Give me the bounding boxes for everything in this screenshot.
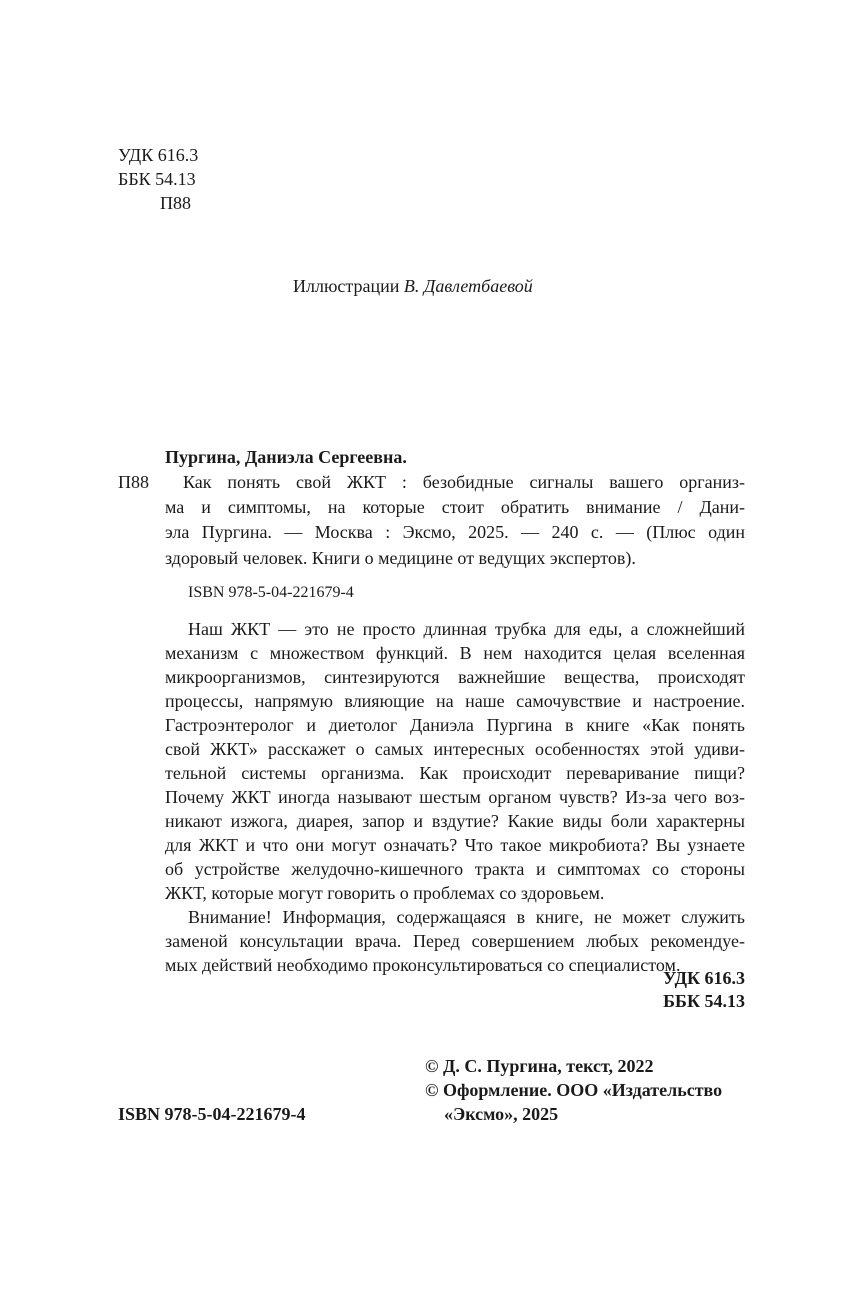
footer-bbk: ББК 54.13: [663, 991, 745, 1011]
bbk-code: ББК 54.13: [118, 169, 196, 189]
record-title-line: здоровый человек. Книги о медицине от ведущих экспертов).: [165, 548, 636, 568]
copyright-design: © Оформление. ООО «Издательство: [425, 1080, 723, 1100]
record-title-line: эла Пургина. — Москва : Эксмо, 2025. — 240 с. — (Плюс один: [165, 522, 745, 542]
footer-isbn: ISBN 978-5-04-221679-4: [118, 1104, 306, 1124]
illustrations-credit: [293, 274, 533, 298]
copyright-author: © Д. С. Пургина, текст, 2022: [425, 1056, 654, 1076]
record-isbn: ISBN 978-5-04-221679-4: [188, 584, 354, 601]
abstract-line: Почему ЖКТ иногда называют шестым органом чувств? Из-за чего воз-: [165, 787, 745, 807]
abstract-line: для ЖКТ и что они могут означать? Что такое микробиота? Вы узнаете: [165, 835, 745, 855]
abstract-line: ЖКТ, которые могут говорить о проблемах со здоровьем.: [165, 883, 605, 903]
abstract-line: процессы, напрямую влияющие на наше самочувствие и настроение.: [165, 691, 745, 711]
abstract-line: никают изжога, диарея, запор и вздутие? Какие виды боли характерны: [165, 811, 745, 831]
abstract-line: об устройстве желудочно-кишечного тракта и симптомах со стороны: [165, 859, 745, 879]
illustrator-name: В. Давлетбаевой: [403, 276, 533, 296]
author-mark: П88: [160, 193, 191, 213]
udk-code: УДК 616.3: [118, 145, 199, 165]
record-title-line: Как понять свой ЖКТ : безобидные сигналы вашего организ-: [183, 472, 745, 492]
illustrations-label: Иллюстрации: [293, 276, 400, 296]
author-heading: Пургина, Даниэла Сергеевна.: [165, 447, 407, 467]
abstract-line: микроорганизмов, синтезируются важнейшие вещества, происходят: [165, 667, 745, 687]
warning-line: мых действий необходимо проконсультироваться со специалистом.: [165, 955, 681, 975]
warning-line: заменой консультации врача. Перед совершением любых рекомендуе-: [165, 931, 745, 951]
abstract-line: Наш ЖКТ — это не просто длинная трубка для еды, а сложнейший: [188, 619, 745, 639]
record-title-line: ма и симптомы, на которые стоит обратить внимание / Дани-: [165, 497, 745, 517]
copyright-publisher: «Эксмо», 2025: [444, 1104, 559, 1124]
warning-line: Внимание! Информация, содержащаяся в книге, не может служить: [188, 907, 745, 927]
footer-udk: УДК 616.3: [663, 968, 745, 988]
abstract-line: механизм с множеством функций. В нем находится целая вселенная: [165, 643, 745, 663]
abstract-line: тельной системы организма. Как происходит переваривание пищи?: [165, 763, 745, 783]
abstract-line: Гастроэнтеролог и диетолог Даниэла Пургина в книге «Как понять: [165, 715, 745, 735]
abstract-line: свой ЖКТ» расскажет о самых интересных особенностях этой удиви-: [165, 739, 745, 759]
record-author-mark: П88: [118, 472, 149, 492]
